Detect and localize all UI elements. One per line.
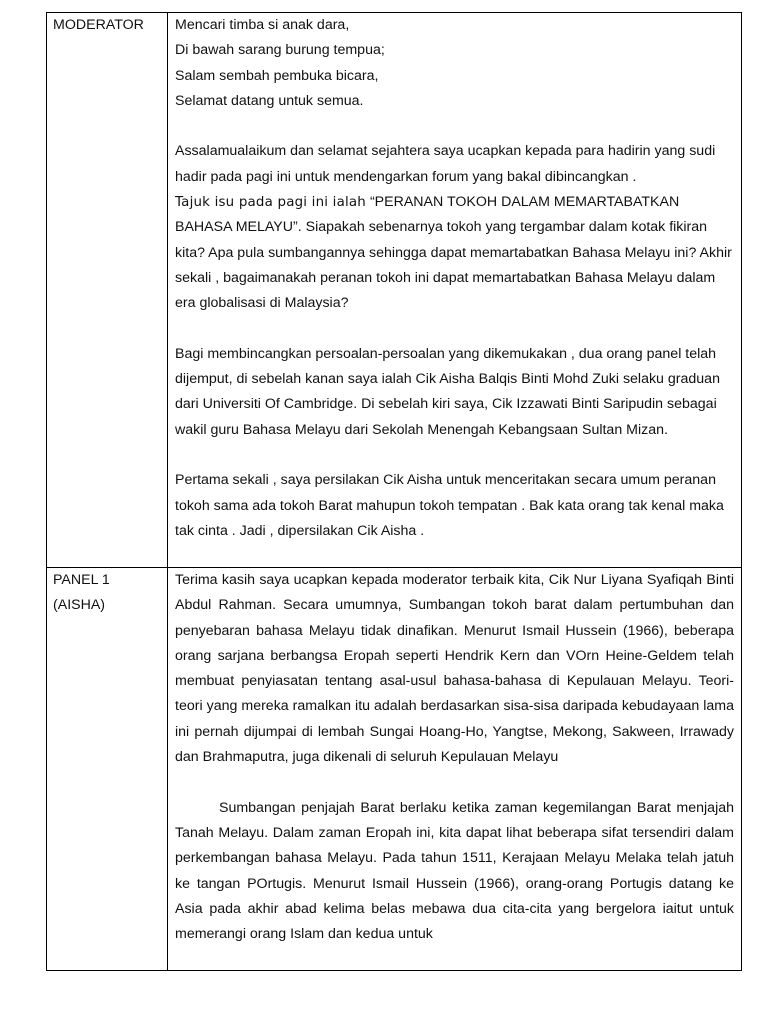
speaker-cell [47, 568, 168, 971]
table-row [47, 13, 742, 568]
topic-text: “PERANAN TOKOH DALAM MEMARTABATKAN BAHASA MELAYU”. Siapakah sebenarnya tokoh yang tergambar dalam kotak fikiran kita? Apa pula sumbangannya sehingga dapat memartabatkan Bahasa Melayu ini? Akhir sekali , bagaimanakah peranan tokoh ini dapat memartabatkan Bahasa Melayu dalam era globalisasi di Malaysia? [175, 194, 732, 312]
pantun-line: Salam sembah pembuka bicara, [175, 67, 379, 84]
paragraph-gap [175, 770, 734, 795]
topic-lead-text: Tajuk isu pada pagi ini ialah [175, 195, 366, 211]
pantun-line: Mencari timba si anak dara, [175, 17, 350, 33]
paragraph-gap [175, 317, 734, 342]
pantun-line: Di bawah sarang burung tempua; [175, 42, 385, 59]
speaker-label: MODERATOR [53, 17, 144, 33]
speech-cell [168, 568, 742, 971]
table-row [47, 568, 742, 971]
speaker-cell [47, 13, 168, 568]
paragraph: Sumbangan penjajah Barat berlaku ketika zaman kegemilangan Barat menjajah Tanah Melayu. Dalam zaman Eropah ini, kita dapat lihat beberapa sifat tersendiri dalam perkembangan bahasa Melayu. Pada tahun 1511, Kerajaan Melayu Melaka telah jatuh ke tangan POrtugis. Menurut Ismail Hussein (1966), orang-orang Portugis datang ke Asia pada akhir abad kelima belas mebawa dua cita-cita yang bergelora iaitut untuk memerangi orang Islam dan kedua untuk [175, 799, 734, 943]
forum-script-table [46, 12, 742, 971]
pantun-line: Selamat datang untuk semua. [175, 92, 364, 109]
paragraph: Pertama sekali , saya persilakan Cik Aisha untuk menceritakan secara umum peranan tokoh sama ada tokoh Barat mahupun tokoh tempatan . Bak kata orang tak kenal maka tak cinta . Jadi , dipersilakan Cik Aisha . [175, 472, 724, 539]
paragraph-gap [175, 443, 734, 468]
paragraph [175, 139, 734, 316]
paragraph: Terima kasih saya ucapkan kepada moderator terbaik kita, Cik Nur Liyana Syafiqah Binti Abdul Rahman. Secara umumnya, Sumbangan tokoh barat dalam pertumbuhan dan penyebaran bahasa Melayu tidak dinafikan. Menurut Ismail Hussein (1966), beberapa orang sarjana berbangsa Eropah seperti Hendrik Kern dan VOrn Heine-Geldem telah membuat penyiasatan tentang asal-usul bahasa-bahasa di Kepulauan Melayu. Teori-teori yang mereka ramalkan itu adalah berdasarkan sisa-sisa daripada kebudayaan lama ini pernah dijumpai di lembah Sungai Hoang-Ho, Yangtse, Mekong, Sakween, Irrawady dan Brahmaputra, juga dikenali di seluruh Kepulauan Melayu [175, 572, 734, 766]
speaker-label: PANEL 1 [53, 572, 110, 588]
paragraph-text: Assalamualaikum dan selamat sejahtera saya ucapkan kepada para hadirin yang sudi hadir pada pagi ini untuk mendengarkan forum yang bakal dibincangkan . [175, 143, 716, 185]
paragraph-gap [175, 114, 734, 139]
speaker-name: (AISHA) [53, 597, 106, 614]
speech-cell [168, 13, 742, 568]
paragraph: Bagi membincangkan persoalan-persoalan yang dikemukakan , dua orang panel telah dijemput, di sebelah kanan saya ialah Cik Aisha Balqis Binti Mohd Zuki selaku graduan dari Universiti Of Cambridge. Di sebelah kiri saya, Cik Izzawati Binti Saripudin sebagai wakil guru Bahasa Melayu dari Sekolah Menengah Kebangsaan Sultan Mizan. [175, 345, 720, 438]
